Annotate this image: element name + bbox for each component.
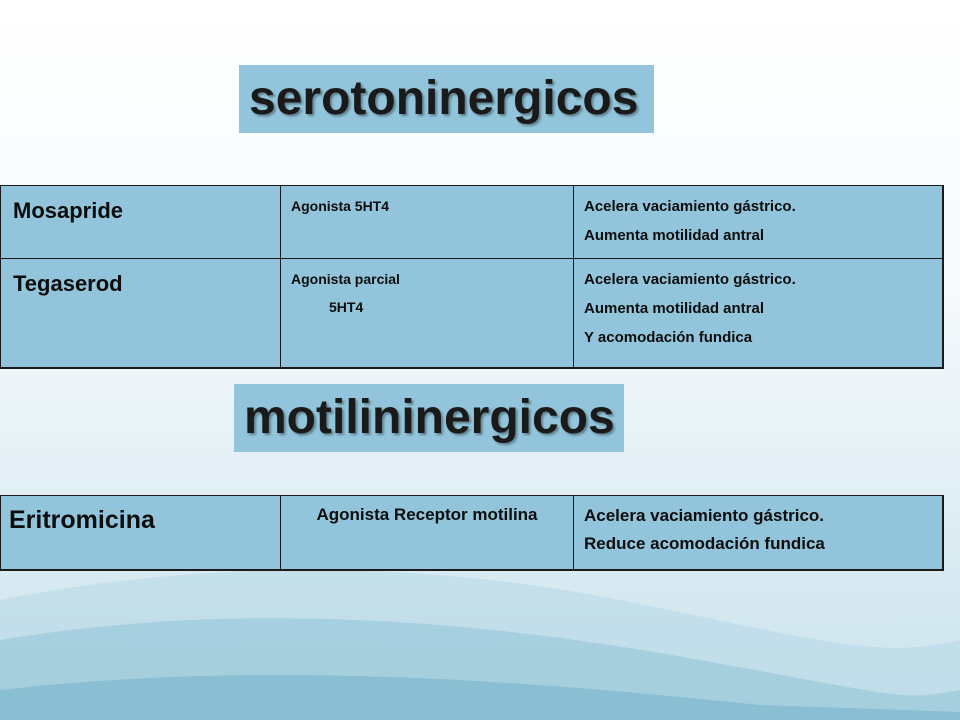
effect-line: Reduce acomodación fundica xyxy=(584,534,825,553)
drug-name: Mosapride xyxy=(1,186,281,259)
mechanism-line: Agonista 5HT4 xyxy=(291,198,390,214)
effect-line: Y acomodación fundica xyxy=(584,329,753,346)
mechanism-line: Agonista parcial xyxy=(291,271,400,287)
effect-line: Acelera vaciamiento gástrico. xyxy=(584,506,825,525)
mechanism-line: 5HT4 xyxy=(329,299,364,315)
effects-cell xyxy=(574,259,943,368)
table-row xyxy=(1,496,943,570)
serotoninergic-drug-table xyxy=(0,185,944,369)
section-title-motilininergicos: motilininergicos xyxy=(234,384,624,452)
effect-line: Aumenta motilidad antral xyxy=(584,227,765,244)
effect-line: Acelera vaciamiento gástrico. xyxy=(584,271,796,288)
mechanism-cell xyxy=(281,259,574,368)
drug-name: Eritromicina xyxy=(1,496,281,570)
table-row xyxy=(1,259,943,368)
table-row xyxy=(1,186,943,259)
drug-name: Tegaserod xyxy=(1,259,281,368)
mechanism-cell: Agonista Receptor motilina xyxy=(281,496,574,570)
effects-cell xyxy=(574,186,943,259)
motilinergic-drug-table xyxy=(0,495,944,571)
mechanism-cell xyxy=(281,186,574,259)
section-title-serotoninergicos: serotoninergicos xyxy=(239,65,654,133)
effect-line: Aumenta motilidad antral xyxy=(584,300,765,317)
effect-line: Acelera vaciamiento gástrico. xyxy=(584,198,796,215)
effects-cell xyxy=(574,496,943,570)
